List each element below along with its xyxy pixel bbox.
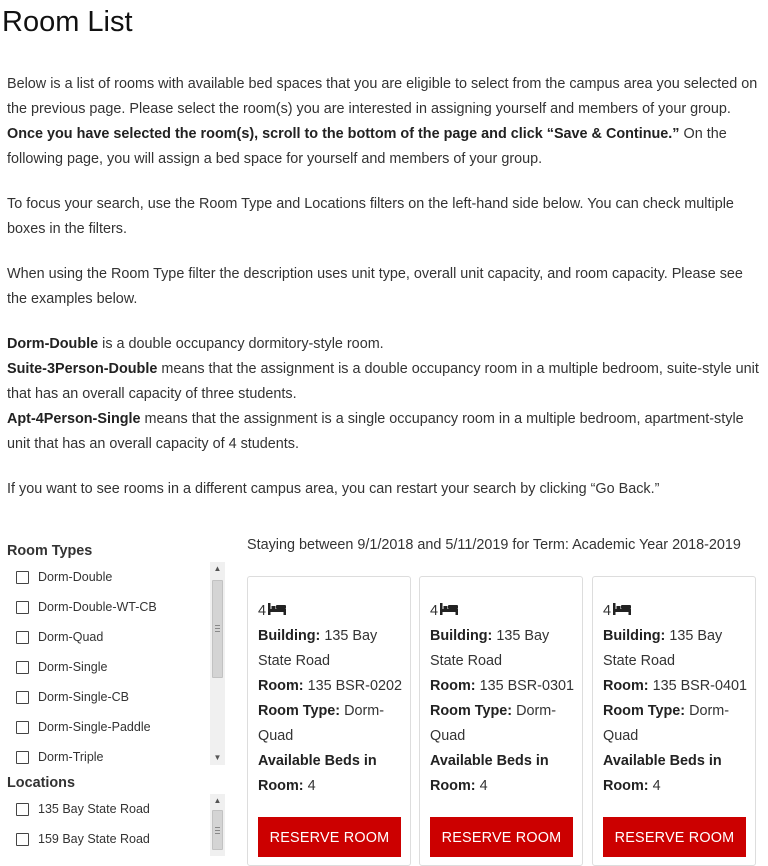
reserve-room-button[interactable]: RESERVE ROOM — [430, 817, 573, 857]
available-beds-value: 4 — [652, 778, 661, 794]
room-capacity — [258, 599, 406, 624]
room-type-option[interactable] — [7, 742, 227, 765]
room-type-checkbox[interactable] — [16, 571, 29, 584]
room-capacity — [430, 599, 578, 624]
location-checkbox[interactable] — [16, 833, 29, 846]
room-card — [592, 576, 756, 866]
room-type-checkbox[interactable] — [16, 691, 29, 704]
room-type-option[interactable] — [7, 712, 227, 742]
room-type-label: Dorm-Triple — [38, 750, 104, 764]
building-label: Building: — [603, 628, 666, 644]
room-card — [419, 576, 583, 866]
locations-scrollbar[interactable] — [210, 794, 225, 856]
room-type-label: Room Type: — [430, 703, 513, 719]
room-type-label: Dorm-Single-CB — [38, 690, 129, 704]
location-label: 159 Bay State Road — [38, 832, 150, 846]
locations-filter[interactable] — [7, 794, 227, 856]
room-type-label: Dorm-Double-WT-CB — [38, 600, 157, 614]
room-type-label: Dorm-Single — [38, 660, 108, 674]
intro-paragraph-3: When using the Room Type filter the description uses unit type, overall unit capacity, and room capacity. Please see the examples below. — [7, 266, 743, 307]
page-title: Room List — [2, 6, 133, 38]
room-type-option[interactable] — [7, 562, 227, 592]
room-type-label: Room Type: — [258, 703, 341, 719]
location-option[interactable] — [7, 794, 227, 824]
bed-icon — [613, 599, 631, 624]
room-value: 135 BSR-0202 — [307, 678, 402, 694]
available-beds-line — [258, 749, 406, 799]
building-label: Building: — [258, 628, 321, 644]
available-beds-value: 4 — [479, 778, 488, 794]
room-type-option[interactable] — [7, 652, 227, 682]
room-type-checkbox[interactable] — [16, 721, 29, 734]
room-type-option[interactable] — [7, 592, 227, 622]
available-beds-label: Available Beds in Room: — [258, 753, 377, 794]
available-beds-label: Available Beds in Room: — [603, 753, 722, 794]
room-type-examples: Dorm-Double is a double occupancy dormitory-style room. Suite-3Person-Double means that the assignment is a double occupancy room in a multiple bedroom, suite-style unit that has an overall capacity of three students. Apt-4Person-Single means that the assignment is a single occupancy room in a multiple bedroom, apartment-style unit that has an overall capacity of 4 students. — [7, 336, 759, 452]
scroll-up-icon[interactable]: ▲ — [213, 796, 222, 805]
building-line — [430, 624, 578, 674]
room-line — [430, 674, 578, 699]
room-type-checkbox[interactable] — [16, 751, 29, 764]
reserve-room-button[interactable]: RESERVE ROOM — [603, 817, 746, 857]
scroll-thumb[interactable] — [212, 810, 223, 850]
building-line — [603, 624, 751, 674]
scroll-up-icon[interactable]: ▲ — [213, 564, 222, 573]
available-beds-label: Available Beds in Room: — [430, 753, 549, 794]
room-type-checkbox[interactable] — [16, 661, 29, 674]
room-value: 135 BSR-0401 — [652, 678, 747, 694]
capacity-value: 4 — [258, 603, 267, 619]
room-types-scrollbar[interactable] — [210, 562, 225, 765]
room-details — [258, 599, 406, 799]
room-card — [247, 576, 411, 866]
reserve-room-button[interactable]: RESERVE ROOM — [258, 817, 401, 857]
available-beds-line — [603, 749, 751, 799]
room-type-label: Dorm-Double — [38, 570, 113, 584]
room-type-value: Dorm-Quad — [258, 703, 385, 744]
term-dates: Staying between 9/1/2018 and 5/11/2019 for Term: Academic Year 2018-2019 — [247, 537, 741, 553]
building-value: 135 Bay State Road — [258, 628, 378, 669]
room-label: Room: — [603, 678, 649, 694]
intro-paragraph-1: Below is a list of rooms with available bed spaces that you are eligible to select from the campus area you selected on the previous page. Please select the room(s) you are interested in assigning yourself and members of your group. Once you have selected the room(s), scroll to the bottom of the page and click “Save & Continue.” On the following page, you will assign a bed space for yourself and members of your group. — [7, 76, 758, 167]
building-value: 135 Bay State Road — [430, 628, 550, 669]
room-types-heading: Room Types — [7, 543, 93, 559]
location-label: 135 Bay State Road — [38, 802, 150, 816]
room-line — [603, 674, 751, 699]
available-beds-value: 4 — [307, 778, 316, 794]
filter-sidebar — [7, 540, 227, 846]
room-types-filter[interactable] — [7, 562, 227, 765]
location-checkbox[interactable] — [16, 803, 29, 816]
capacity-value: 4 — [430, 603, 439, 619]
room-label: Room: — [258, 678, 304, 694]
room-type-checkbox[interactable] — [16, 601, 29, 614]
room-details — [430, 599, 578, 799]
building-label: Building: — [430, 628, 493, 644]
room-capacity — [603, 599, 751, 624]
room-type-label: Dorm-Single-Paddle — [38, 720, 151, 734]
room-type-option[interactable] — [7, 682, 227, 712]
room-value: 135 BSR-0301 — [479, 678, 574, 694]
room-label: Room: — [430, 678, 476, 694]
room-type-line — [258, 699, 406, 749]
room-type-label: Room Type: — [603, 703, 686, 719]
bed-icon — [268, 599, 286, 624]
room-type-label: Dorm-Quad — [38, 630, 104, 644]
room-type-value: Dorm-Quad — [603, 703, 730, 744]
building-line — [258, 624, 406, 674]
room-type-value: Dorm-Quad — [430, 703, 557, 744]
locations-heading: Locations — [7, 775, 75, 791]
scroll-thumb[interactable] — [212, 580, 223, 678]
available-beds-line — [430, 749, 578, 799]
intro-paragraph-5: If you want to see rooms in a different campus area, you can restart your search by clicking “Go Back.” — [7, 481, 660, 497]
intro-text — [7, 72, 761, 522]
intro-paragraph-2: To focus your search, use the Room Type and Locations filters on the left-hand side below. You can check multiple boxes in the filters. — [7, 196, 734, 237]
building-value: 135 Bay State Road — [603, 628, 723, 669]
capacity-value: 4 — [603, 603, 612, 619]
room-type-line — [603, 699, 751, 749]
room-type-option[interactable] — [7, 622, 227, 652]
room-details — [603, 599, 751, 799]
room-type-line — [430, 699, 578, 749]
bed-icon — [440, 599, 458, 624]
room-line — [258, 674, 406, 699]
location-option[interactable] — [7, 824, 227, 854]
scroll-down-icon[interactable]: ▼ — [213, 753, 222, 762]
room-type-checkbox[interactable] — [16, 631, 29, 644]
